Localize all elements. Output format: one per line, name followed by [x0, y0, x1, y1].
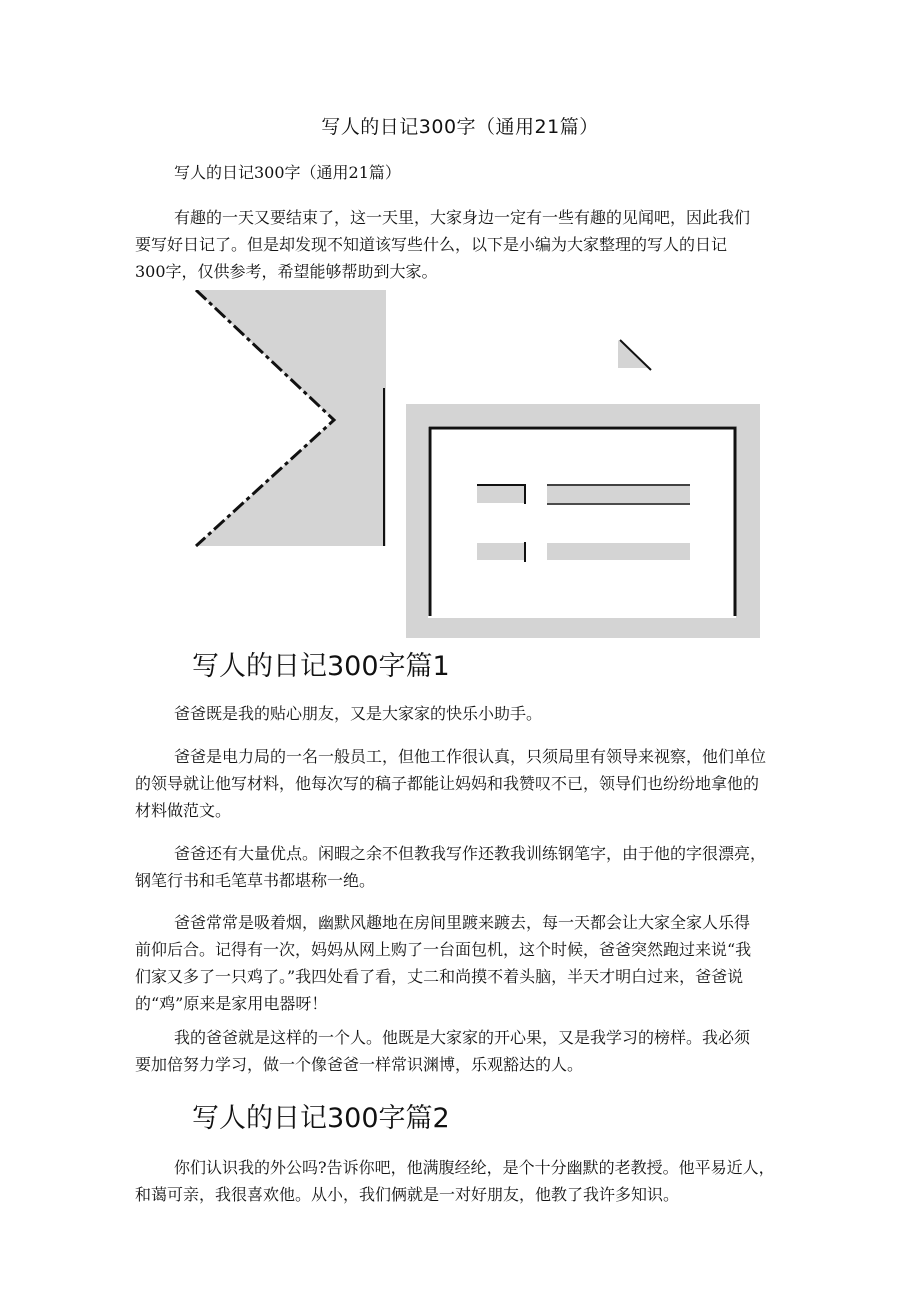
- chevron-shape: [196, 290, 386, 546]
- intro-line: 要写好日记了。但是却发现不知道该写些什么，以下是小编为大家整理的写人的日记: [135, 235, 728, 254]
- slide-placeholder-illustration: [190, 290, 770, 642]
- paragraph-line: 材料做范文。: [135, 801, 232, 820]
- paragraph-line: 前仰后合。记得有一次，妈妈从网上购了一台面包机，这个时候，爸爸突然跑过来说“我: [135, 940, 752, 959]
- intro-line: 300字，仅供参考，希望能够帮助到大家。: [135, 262, 438, 281]
- bullet-block: [477, 543, 524, 560]
- paragraph-line: 我的爸爸就是这样的一个人。他既是大家家的开心果，又是我学习的榜样。我必须: [174, 1028, 751, 1047]
- paragraph-line: 爸爸是电力局的一名一般员工，但他工作很认真，只须局里有领导来视察，他们单位: [174, 747, 767, 766]
- paragraph-line: 爸爸常常是吸着烟，幽默风趣地在房间里踱来踱去，每一天都会让大家全家人乐得: [174, 913, 751, 932]
- paragraph-line: 们家又多了一只鸡了。”我四处看了看，丈二和尚摸不着头脑，半天才明白过来，爸爸说: [135, 967, 744, 986]
- slide-inner-border: [430, 428, 735, 616]
- paragraph-line: 和蔼可亲，我很喜欢他。从小，我们俩就是一对好朋友，他教了我许多知识。: [135, 1185, 680, 1204]
- section-heading: 写人的日记300字篇2: [192, 1103, 450, 1134]
- section-heading: 写人的日记300字篇1: [192, 651, 450, 682]
- intro-line: 有趣的一天又要结束了，这一天里，大家身边一定有一些有趣的见闻吧，因此我们: [174, 208, 751, 227]
- bullet-block: [477, 484, 524, 503]
- document-subtitle: 写人的日记300字（通用21篇）: [174, 163, 401, 182]
- paragraph-line: 爸爸还有大量优点。闲暇之余不但教我写作还教我训练钢笔字，由于他的字很漂亮，: [174, 844, 767, 863]
- text-bar: [547, 543, 690, 560]
- paragraph-line: 的领导就让他写材料，他每次写的稿子都能让妈妈和我赞叹不已，领导们也纷纷地拿他的: [135, 774, 760, 793]
- paragraph-line: 爸爸既是我的贴心朋友，又是大家家的快乐小助手。: [174, 704, 543, 723]
- slide-frame: [406, 404, 760, 638]
- document-title: 写人的日记300字（通用21篇）: [321, 116, 599, 138]
- paragraph-line: 钢笔行书和毛笔草书都堪称一绝。: [135, 871, 376, 890]
- paragraph-line: 的“鸡”原来是家用电器呀！: [135, 994, 328, 1013]
- text-bar: [547, 484, 690, 503]
- paragraph-line: 你们认识我的外公吗?告诉你吧，他满腹经纶，是个十分幽默的老教授。他平易近人，: [174, 1158, 775, 1177]
- paragraph-line: 要加倍努力学习，做一个像爸爸一样常识渊博，乐观豁达的人。: [135, 1055, 584, 1074]
- slide-placeholder-icon: [190, 290, 770, 642]
